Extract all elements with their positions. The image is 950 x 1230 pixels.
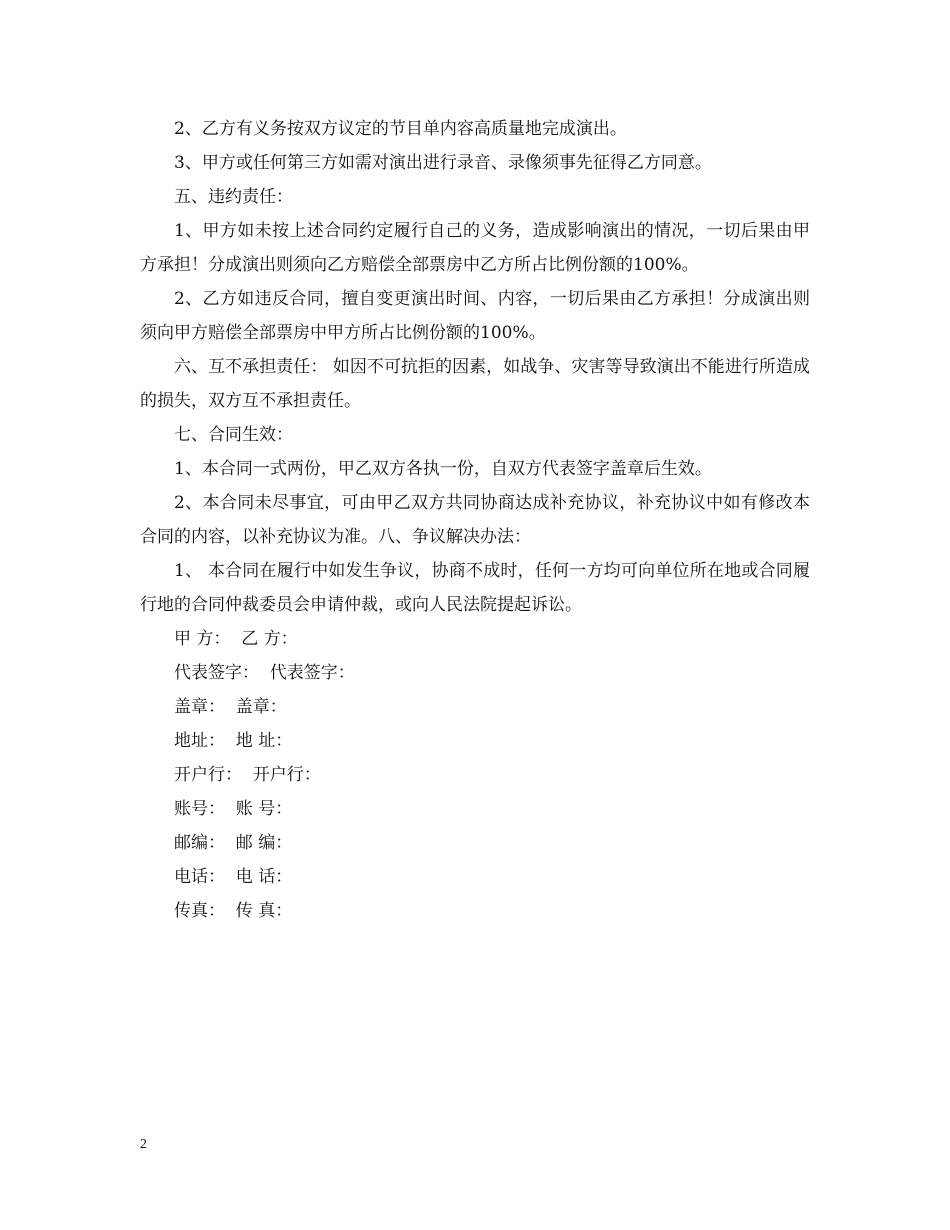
document-body [140, 112, 810, 928]
paragraph: 3、甲方或任何第三方如需对演出进行录音、录像须事先征得乙方同意。 [174, 153, 712, 173]
signature-line-account: 账号： 账 号： [174, 799, 293, 819]
signature-line-bank: 开户行： 开户行： [174, 765, 321, 785]
signature-block [140, 622, 810, 928]
signature-line-postcode: 邮编： 邮 编： [174, 833, 293, 853]
signature-line-fax: 传真： 传 真： [174, 901, 293, 921]
signature-line-parties: 甲 方： 乙 方： [174, 629, 298, 649]
paragraph: 1、甲方如未按上述合同约定履行自己的义务，造成影响演出的情况，一切后果由甲方承担！分成演出则须向乙方赔偿全部票房中乙方所占比例份额的100%。 [140, 221, 810, 275]
signature-line-seal: 盖章： 盖章： [174, 697, 287, 717]
page-number: 2 [140, 1137, 147, 1152]
section-heading: 五、违约责任： [174, 187, 293, 207]
section-heading: 七、合同生效： [174, 425, 293, 445]
paragraph: 1、本合同一式两份，甲乙双方各执一份，自双方代表签字盖章后生效。 [174, 459, 712, 479]
paragraph: 六、互不承担责任： 如因不可抗拒的因素，如战争、灾害等导致演出不能进行所造成的损失，双方互不承担责任。 [140, 357, 810, 411]
paragraph: 2、本合同未尽事宜，可由甲乙双方共同协商达成补充协议，补充协议中如有修改本合同的内容，以补充协议为准。八、争议解决办法： [140, 493, 810, 547]
paragraph: 2、乙方有义务按双方议定的节目单内容高质量地完成演出。 [174, 119, 627, 139]
signature-line-representative: 代表签字： 代表签字： [174, 663, 355, 683]
signature-line-address: 地址： 地 址： [174, 731, 293, 751]
paragraph: 1、 本合同在履行中如发生争议，协商不成时，任何一方均可向单位所在地或合同履行地的合同仲裁委员会申请仲裁，或向人民法院提起诉讼。 [140, 561, 810, 615]
paragraph: 2、乙方如违反合同，擅自变更演出时间、内容，一切后果由乙方承担！分成演出则须向甲方赔偿全部票房中甲方所占比例份额的100%。 [140, 289, 810, 343]
signature-line-phone: 电话： 电 话： [174, 867, 293, 887]
